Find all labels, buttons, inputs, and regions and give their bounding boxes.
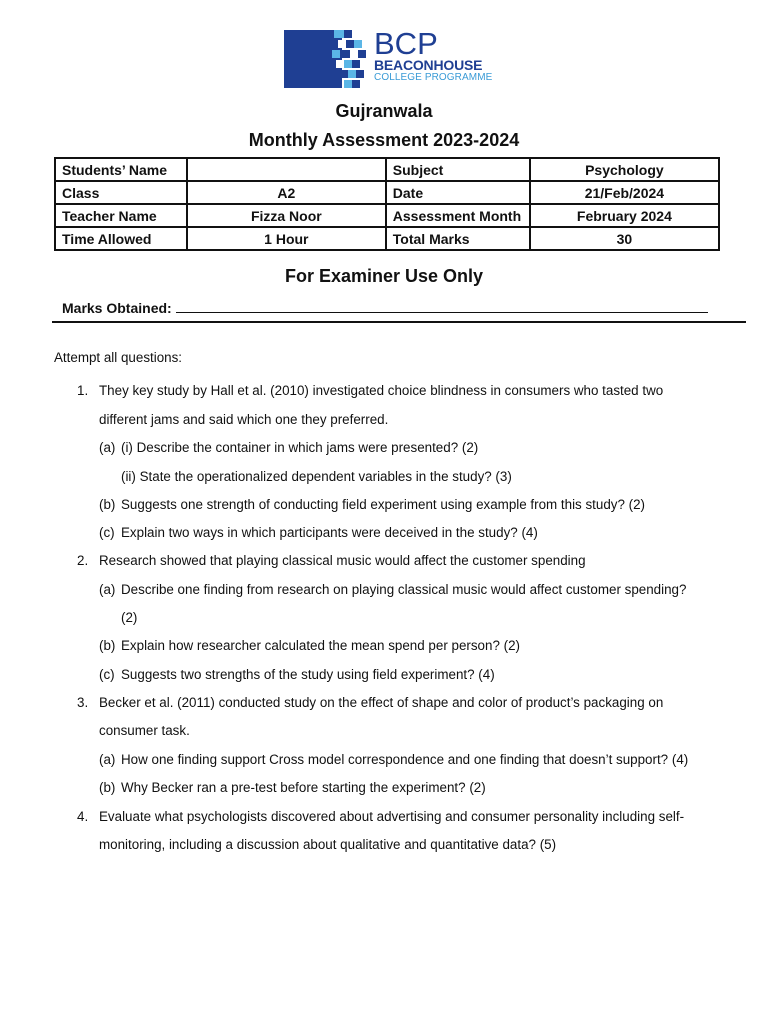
table-row <box>55 227 719 250</box>
part-label: (a) <box>99 582 116 597</box>
label-cell: Time Allowed <box>55 227 187 250</box>
part-text: Suggests one strength of conducting field experiment using example from this study? (2) <box>121 497 646 512</box>
part-label: (b) <box>99 638 116 653</box>
value-cell: Fizza Noor <box>187 204 386 227</box>
label-cell: Total Marks <box>386 227 530 250</box>
part-text: (i) Describe the container in which jams were presented? (2) <box>121 440 479 455</box>
question-text: different jams and said which one they preferred. <box>99 412 389 427</box>
part-label: (c) <box>99 525 115 540</box>
label-cell: Assessment Month <box>386 204 530 227</box>
part-label: (c) <box>99 667 115 682</box>
question-number: 1. <box>77 383 89 398</box>
question-text: Evaluate what psychologists discovered about advertising and consumer personality including self- <box>99 809 685 824</box>
label-cell: Subject <box>386 158 530 181</box>
beaconhouse-emblem-icon <box>284 28 372 90</box>
part-label: (a) <box>99 752 116 767</box>
label-cell: Students’ Name <box>55 158 187 181</box>
question-text: Research showed that playing classical music would affect the customer spending <box>99 553 586 568</box>
value-cell: 30 <box>530 227 719 250</box>
value-cell: Psychology <box>530 158 719 181</box>
marks-label: Marks Obtained: <box>62 300 172 316</box>
part-text: Explain two ways in which participants were deceived in the study? (4) <box>121 525 538 540</box>
part-label: (a) <box>99 440 116 455</box>
logo-title: BCP <box>374 26 438 61</box>
table-row <box>55 158 719 181</box>
logo-line1: BEACONHOUSE <box>374 57 483 73</box>
question-number: 3. <box>77 695 89 710</box>
value-cell: 1 Hour <box>187 227 386 250</box>
instructions: Attempt all questions: <box>54 350 183 365</box>
table-row <box>55 181 719 204</box>
part-text: (ii) State the operationalized dependent variables in the study? (3) <box>121 469 512 484</box>
part-label: (b) <box>99 497 116 512</box>
campus-title: Gujranwala <box>335 101 433 121</box>
question-text: consumer task. <box>99 723 190 738</box>
school-logo <box>284 26 493 90</box>
part-text: Why Becker ran a pre-test before starting the experiment? (2) <box>121 780 486 795</box>
question-text: They key study by Hall et al. (2010) investigated choice blindness in consumers who tasted two <box>99 383 664 398</box>
value-cell: 21/Feb/2024 <box>530 181 719 204</box>
part-text: Explain how researcher calculated the mean spend per person? (2) <box>121 638 520 653</box>
marks-blank-line <box>176 299 708 313</box>
question-text: Becker et al. (2011) conducted study on the effect of shape and color of product’s packaging on <box>99 695 664 710</box>
label-cell: Class <box>55 181 187 204</box>
value-cell: A2 <box>187 181 386 204</box>
part-text: How one finding support Cross model correspondence and one finding that doesn’t support? (4) <box>121 752 689 767</box>
question-number: 2. <box>77 553 89 568</box>
question-number: 4. <box>77 809 89 824</box>
label-cell: Date <box>386 181 530 204</box>
value-cell: February 2024 <box>530 204 719 227</box>
question-text: monitoring, including a discussion about qualitative and quantitative data? (5) <box>99 837 557 852</box>
part-text: Describe one finding from research on playing classical music would affect customer spending? <box>121 582 687 597</box>
part-text: Suggests two strengths of the study using field experiment? (4) <box>121 667 495 682</box>
label-cell: Teacher Name <box>55 204 187 227</box>
logo-line2: COLLEGE PROGRAMME <box>374 72 493 83</box>
info-table <box>54 157 720 251</box>
divider <box>52 321 746 323</box>
students-name-field <box>187 158 386 181</box>
table-row <box>55 204 719 227</box>
part-text: (2) <box>121 610 138 625</box>
marks-obtained <box>62 299 708 316</box>
examiner-heading: For Examiner Use Only <box>284 266 484 286</box>
part-label: (b) <box>99 780 116 795</box>
assessment-title: Monthly Assessment 2023-2024 <box>248 130 520 150</box>
